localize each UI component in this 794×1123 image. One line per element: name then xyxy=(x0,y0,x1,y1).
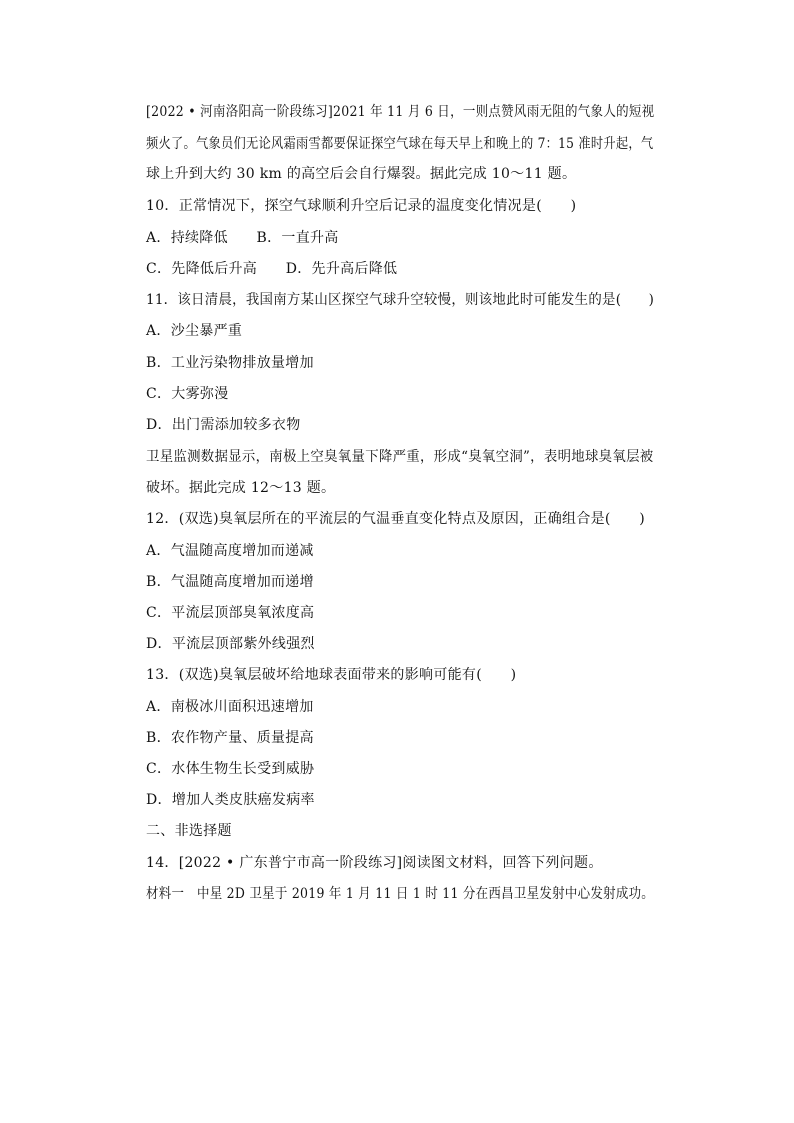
intro1-line-2: 频火了。气象员们无论风霜雨雪都要保证探空气球在每天早上和晚上的 7：15 准时升起，气 xyxy=(146,136,654,152)
intro2-line-2: 破坏。据此完成 12～13 题。 xyxy=(146,480,336,496)
question-12-option-a: A．气温随高度增加而递减 xyxy=(146,543,314,559)
question-13-option-d: D．增加人类皮肤癌发病率 xyxy=(146,792,315,808)
question-12-option-c: C．平流层顶部臭氧浓度高 xyxy=(146,605,315,621)
question-11-option-d: D．出门需添加较多衣物 xyxy=(146,417,301,433)
question-13-option-b: B．农作物产量、质量提高 xyxy=(146,730,314,746)
question-10-options-row-2: C．先降低后升高 D．先升高后降低 xyxy=(146,261,398,277)
question-13-option-c: C．水体生物生长受到威胁 xyxy=(146,761,315,777)
question-12-stem: 12．(双选)臭氧层所在的平流层的气温垂直变化特点及原因，正确组合是( ) xyxy=(146,511,646,527)
question-11-stem: 11．该日清晨，我国南方某山区探空气球升空较慢，则该地此时可能发生的是( ) xyxy=(146,292,655,308)
section-heading-non-choice: 二、非选择题 xyxy=(146,823,232,839)
question-13-stem: 13．(双选)臭氧层破坏给地球表面带来的影响可能有( ) xyxy=(146,667,517,683)
intro1-line-3: 球上升到大约 30 km 的高空后会自行爆裂。据此完成 10～11 题。 xyxy=(146,166,577,182)
question-10-stem: 10．正常情况下，探空气球顺利升空后记录的温度变化情况是( ) xyxy=(146,198,577,214)
question-10-options-row-1: A．持续降低 B．一直升高 xyxy=(146,230,339,246)
question-12-option-d: D．平流层顶部紫外线强烈 xyxy=(146,636,315,652)
question-13-option-a: A．南极冰川面积迅速增加 xyxy=(146,699,314,715)
question-11-option-b: B．工业污染物排放量增加 xyxy=(146,355,314,371)
question-11-option-c: C．大雾弥漫 xyxy=(146,386,229,402)
intro2-line-1: 卫星监测数据显示，南极上空臭氧量下降严重，形成“臭氧空洞”，表明地球臭氧层被 xyxy=(146,449,654,465)
question-11-option-a: A．沙尘暴严重 xyxy=(146,323,243,339)
question-14-stem: 14．[2022 • 广东普宁市高一阶段练习]阅读图文材料，回答下列问题。 xyxy=(146,855,603,871)
question-12-option-b: B．气温随高度增加而递增 xyxy=(146,574,314,590)
intro1-line-1: [2022 • 河南洛阳高一阶段练习]2021 年 11 月 6 日，一则点赞风雨无阻的气象人的短视 xyxy=(146,104,655,120)
question-14-material-1: 材料一 中星 2D 卫星于 2019 年 1 月 11 日 1 时 11 分在西昌卫星发射中心发射成功。 xyxy=(146,886,655,902)
